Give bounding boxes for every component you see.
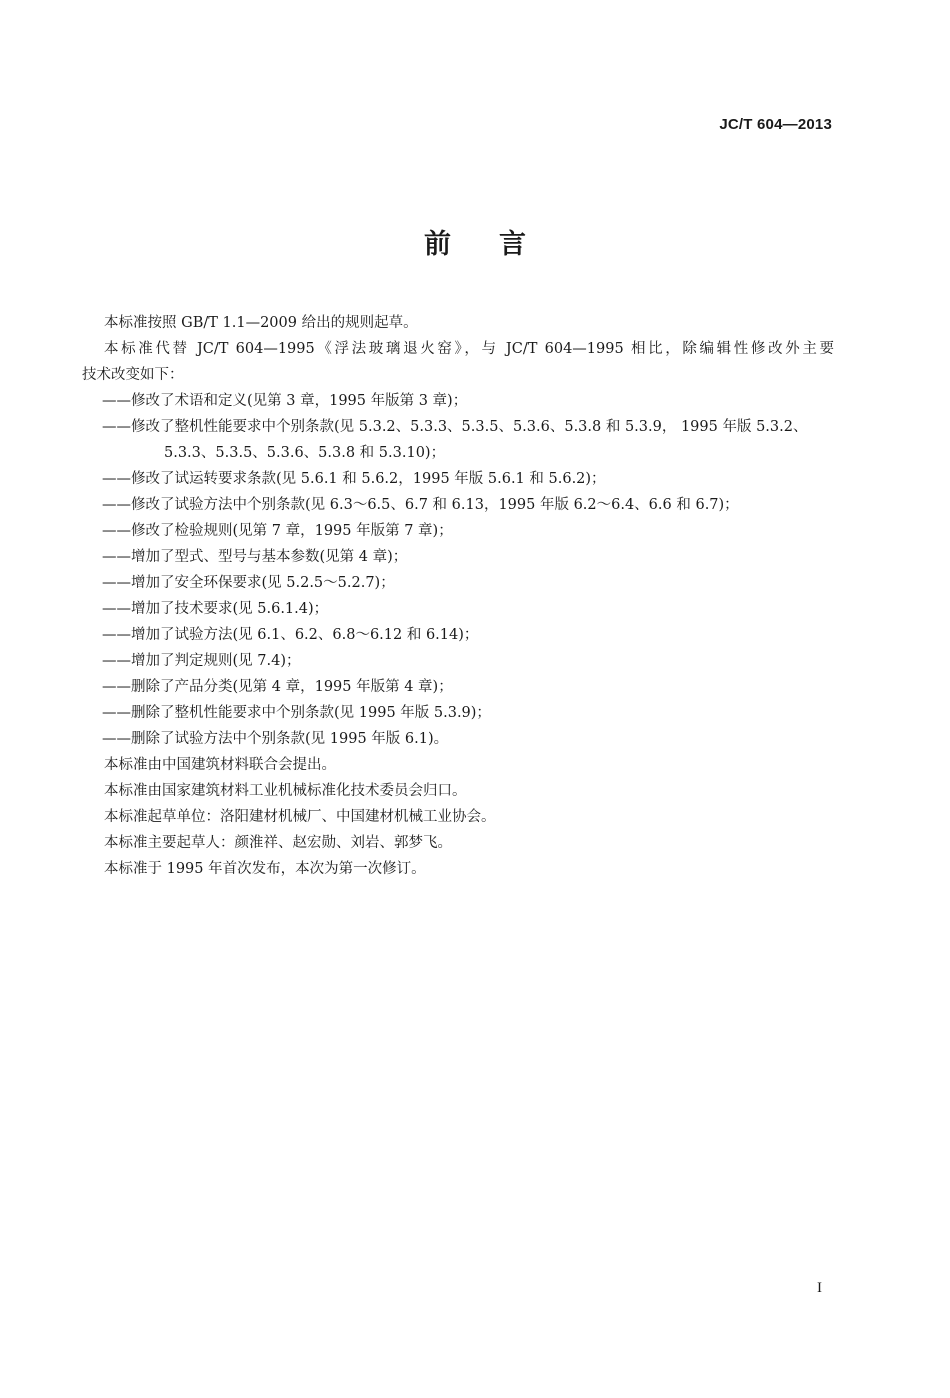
change-item: ——修改了整机性能要求中个别条款(见 5.3.2、5.3.3、5.3.5、5.3.6、5.3.8 和 5.3.9， 1995 年版 5.3.2、5.3.3、5.3.5、5.3.6、5.3.8 和 5.3.10)； <box>102 419 808 461</box>
change-item: ——增加了技术要求(见 5.6.1.4)； <box>102 601 329 617</box>
closing-drafting-units: 本标准起草单位：洛阳建材机械厂、中国建材机械工业协会。 <box>104 809 496 825</box>
closing-committee: 本标准由国家建筑材料工业机械标准化技术委员会归口。 <box>104 783 467 799</box>
change-item: ——删除了整机性能要求中个别条款(见 1995 年版 5.3.9)； <box>102 705 491 721</box>
change-item: ——增加了判定规则(见 7.4)； <box>102 653 301 669</box>
document-body <box>82 310 834 882</box>
change-item: ——修改了检验规则(见第 7 章，1995 年版第 7 章)； <box>102 523 453 539</box>
closing-drafters: 本标准主要起草人：颜淮祥、赵宏勋、刘岩、郭梦飞。 <box>104 835 452 851</box>
closing-history: 本标准于 1995 年首次发布，本次为第一次修订。 <box>104 861 426 877</box>
closing-proposer: 本标准由中国建筑材料联合会提出。 <box>104 757 336 773</box>
page-title: 前言 <box>424 229 574 260</box>
page-number: I <box>817 1280 822 1296</box>
change-item: ——修改了试运转要求条款(见 5.6.1 和 5.6.2，1995 年版 5.6.1 和 5.6.2)； <box>102 471 606 487</box>
paragraph-drafting-rules: 本标准按照 GB/T 1.1—2009 给出的规则起草。 <box>104 315 418 331</box>
change-item: ——删除了试验方法中个别条款(见 1995 年版 6.1)。 <box>102 731 449 747</box>
change-item: ——删除了产品分类(见第 4 章，1995 年版第 4 章)； <box>102 679 453 695</box>
change-item: ——修改了试验方法中个别条款(见 6.3～6.5、6.7 和 6.13，1995 年版 6.2～6.4、6.6 和 6.7)； <box>102 497 739 513</box>
change-item: ——增加了试验方法(见 6.1、6.2、6.8～6.12 和 6.14)； <box>102 627 479 643</box>
change-item: ——增加了安全环保要求(见 5.2.5～5.2.7)； <box>102 575 395 591</box>
paragraph-replacement-line2: 技术改变如下： <box>82 367 184 383</box>
paragraph-replacement-line1: 本标准代替 JC/T 604—1995《浮法玻璃退火窑》，与 JC/T 604—1995 相比，除编辑性修改外主要 <box>104 341 834 357</box>
standard-number: JC/T 604—2013 <box>719 116 832 133</box>
change-item: ——增加了型式、型号与基本参数(见第 4 章)； <box>102 549 408 565</box>
change-item: ——修改了术语和定义(见第 3 章，1995 年版第 3 章)； <box>102 393 468 409</box>
